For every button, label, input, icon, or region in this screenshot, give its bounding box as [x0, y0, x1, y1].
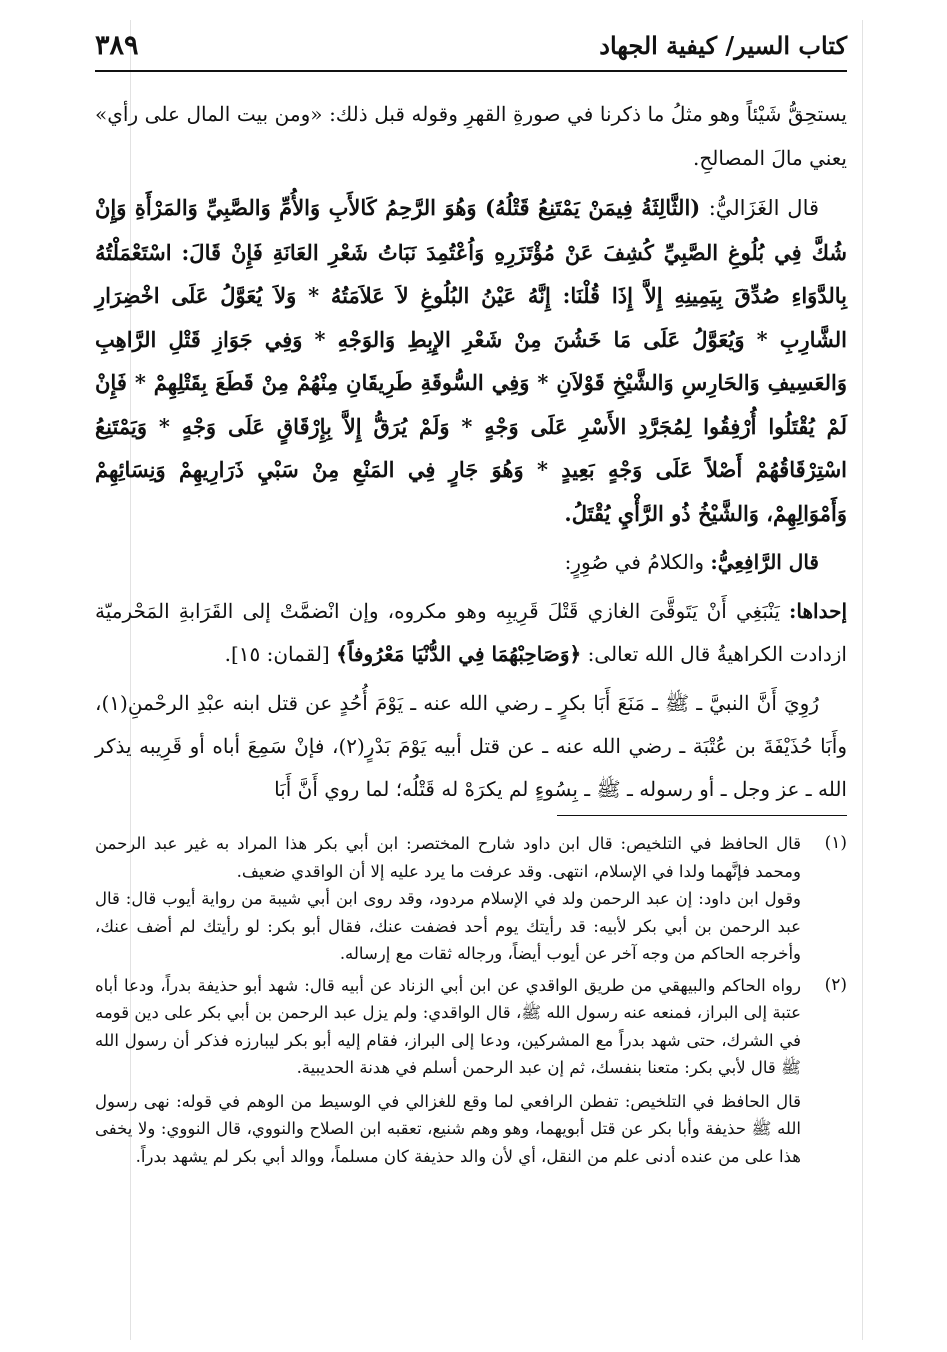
footnote-number: (١) [824, 833, 847, 853]
running-header [95, 20, 847, 72]
main-text [95, 92, 847, 811]
footnotes [95, 830, 847, 1170]
footnote-body [95, 830, 801, 968]
ihdaha-text: يَنْبَغِي أَنْ يَتَوقَّىَ الغازي قَتْلَ قَرِيبِه وهو مكروه، وإن انْضمَّتْ إلى القَرَابةِ المَحْرميّة ازدادت الكراهيةُ قال الله تعالى: [95, 599, 847, 666]
footnote-2 [95, 972, 847, 1082]
quran-reference: [لقمان: ١٥]. [224, 642, 330, 666]
footnote-body [95, 972, 801, 1082]
rafii-text: والكلامُ في صُوِرٍ: [564, 550, 704, 574]
rafii-paragraph [95, 541, 847, 584]
page-number: ٣٨٩ [95, 29, 139, 61]
footnote-extra: قال الحافظ في التلخيص: تفطن الرافعي لما وقع للغزالي في الوسيط من الوهم في قوله: نهى رسول الله ﷺ حذيفة وأبا بكر عن قتل أبويهما، وهو وهم شنيع، تعقبه ابن الصلاح والنووي، قال النووي: ولا يخفى هذا على من عنده أدنى علم من النقل، أي لأن والد حذيفة كان مسلماً، ووالد أبي بكر لم يشهد بدراً. [95, 1091, 801, 1166]
riwaya-paragraph: رُوِيَ أَنَّ النبيَّ ـ ﷺ ـ مَنَعَ أَبَا بكرٍ ـ رضي الله عنه ـ يَوْمَ أُحُدٍ عن قتل ابنه عبْدِ الرحْمنِ(١)، وأَبَا حُذَيْفَةَ بن عُتْبَة ـ رضي الله عنه ـ عن قتل أبيه يَوْمَ بَدْرٍ(٢)، فإنْ سَمِعَ أباه أو قَرِيبه يذكر الله ـ عز وجل ـ أو رسوله ـ ﷺ ـ بِسُوءٍ لم يكرَهْ له قَتْلُه؛ لما روي أَنَّ أَبَا [95, 691, 847, 801]
ghazali-text: (الثَّالِثَةُ فِيمَنْ يَمْتَنِعُ قَتْلُهُ) وَهُوَ الرَّحِمُ كَالأَبِ وَالأُمِّ وَالصَّبِيِّ وَالمَرْأَةِ وَإِنْ شُكَّ فِي بُلُوغِ الصَّبِيِّ كُشِفَ عَنْ مُؤْتَزَرِهِ وَاُعْتُمِدَ نَبَاتُ شَعْرِ العَانَةِ فَإِنْ قَالَ: اسْتَعْمَلْتُهُ بِالدَّوَاءِ صُدِّقَ بِيَمِينِهِ إِلاَّ إِذَا قُلْنَا: إِنَّهُ عَيْنُ البُلُوغِ لاَ عَلاَمَتُهُ * وَلاَ يُعَوَّلُ عَلَى اخْضِرَارِ الشَّارِبِ * وَيُعَوَّلُ عَلَى مَا خَشُنَ مِنْ شَعْرِ الإِبِطِ وَالوَجْهِ * وَفِي جَوَازِ قَتْلِ الرَّاهِبِ وَالعَسِيفِ وَالحَارِسِ وَالشَّيْخِ قَوْلاَنِ * وَفِي السُّوقَةِ طَرِيقَانِ مِنْهُمْ مِنْ قَطَعَ بِقَتْلِهِمْ * فَإِنْ لَمْ يُقْتَلُوا أُرْفِقُوا لِمُجَرَّدِ الأَسْرِ عَلَى وَجْهٍ * وَلَمْ يُرَقُّ إِلاَّ بِإِرْقَاقٍ عَلَى وَجْهٍ * وَيَمْتَنِعُ اسْتِرْقَاقُهُمْ أَصْلاً عَلَى وَجْهٍ بَعِيدٍ * وَهُوَ جَارٍ فِي المَنْعِ مِنْ سَبْيِ ذَرَارِيهِمْ وَنِسَائِهِمْ وَأَمْوَالِهِمْ، وَالشَّيْخُ ذُو الرَّأْيِ يُقْتَلُ. [95, 195, 847, 526]
ihdaha-paragraph [95, 590, 847, 676]
running-title: كتاب السير/ كيفية الجهاد [599, 30, 847, 60]
ghazali-paragraph [95, 186, 847, 535]
ihdaha-label: إحداها: [789, 599, 848, 623]
quran-verse: ﴿وَصَاحِبْهُمَا فِي الدُّنْيَا مَعْرُوفاً﴾ [336, 642, 582, 666]
opening-paragraph: يستحِقُّ شَيْئاً وهو مثلُ ما ذكرنا في صورةِ القهرِ وقوله قبل ذلك: «ومن بيت المال على رأي» يعني مالَ المصالحِ. [95, 102, 847, 170]
scan-artifact-line [862, 20, 863, 1340]
ghazali-label: قال الغَزَاليُّ: [708, 196, 819, 220]
rafii-label: قال الرَّافِعِيُّ: [710, 550, 819, 574]
footnote-number: (٢) [824, 974, 847, 995]
footnote-line: رواه الحاكم والبيهقي من طريق الواقدي عن ابن أبي الزناد عن أبيه قال: شهد أبو حذيفة بدراً، ودعا أباه عتبة إلى البراز، فمنعه عنه رسول الله ﷺ، قال الواقدي: ولم يزل عبد الرحمن بن أبي بكر على دين قومه في الشرك، حتى شهد بدراً مع المشركين، ودعا إلى البراز، فقام إليه أبو بكر ليبارزه فذكر أن رسول الله ﷺ قال لأبي بكر: متعنا بنفسك، ثم إن عبد الرحمن أسلم في هدنة الحديبية. [95, 975, 801, 1077]
footnote-line: وقول ابن داود: إن عبد الرحمن ولد في الإسلام مردود، وقد روى ابن أبي شيبة من رواية أيوب قال: قال عبد الرحمن بن أبي بكر لأبيه: قد رأيتك يوم أحد فضفت عنك، فقال أبو بكر: لو رأيتك لم أضف عنك، وأخرجه الحاكم من وجه آخر عن أيوب أيضاً، ورجاله ثقات مع إرساله. [95, 889, 801, 963]
footnote-line: قال الحافظ في التلخيص: قال ابن داود شارح المختصر: ابن أبي بكر هذا المراد به غير عبد الرحمن ومحمد فإنَّهما ولدا في الإسلام، انتهى. وقد عرفت ما يرد عليه إلا أن الواقدي ضعيف. [95, 834, 801, 881]
footnote-1 [95, 830, 847, 968]
footnote-separator [557, 815, 847, 816]
